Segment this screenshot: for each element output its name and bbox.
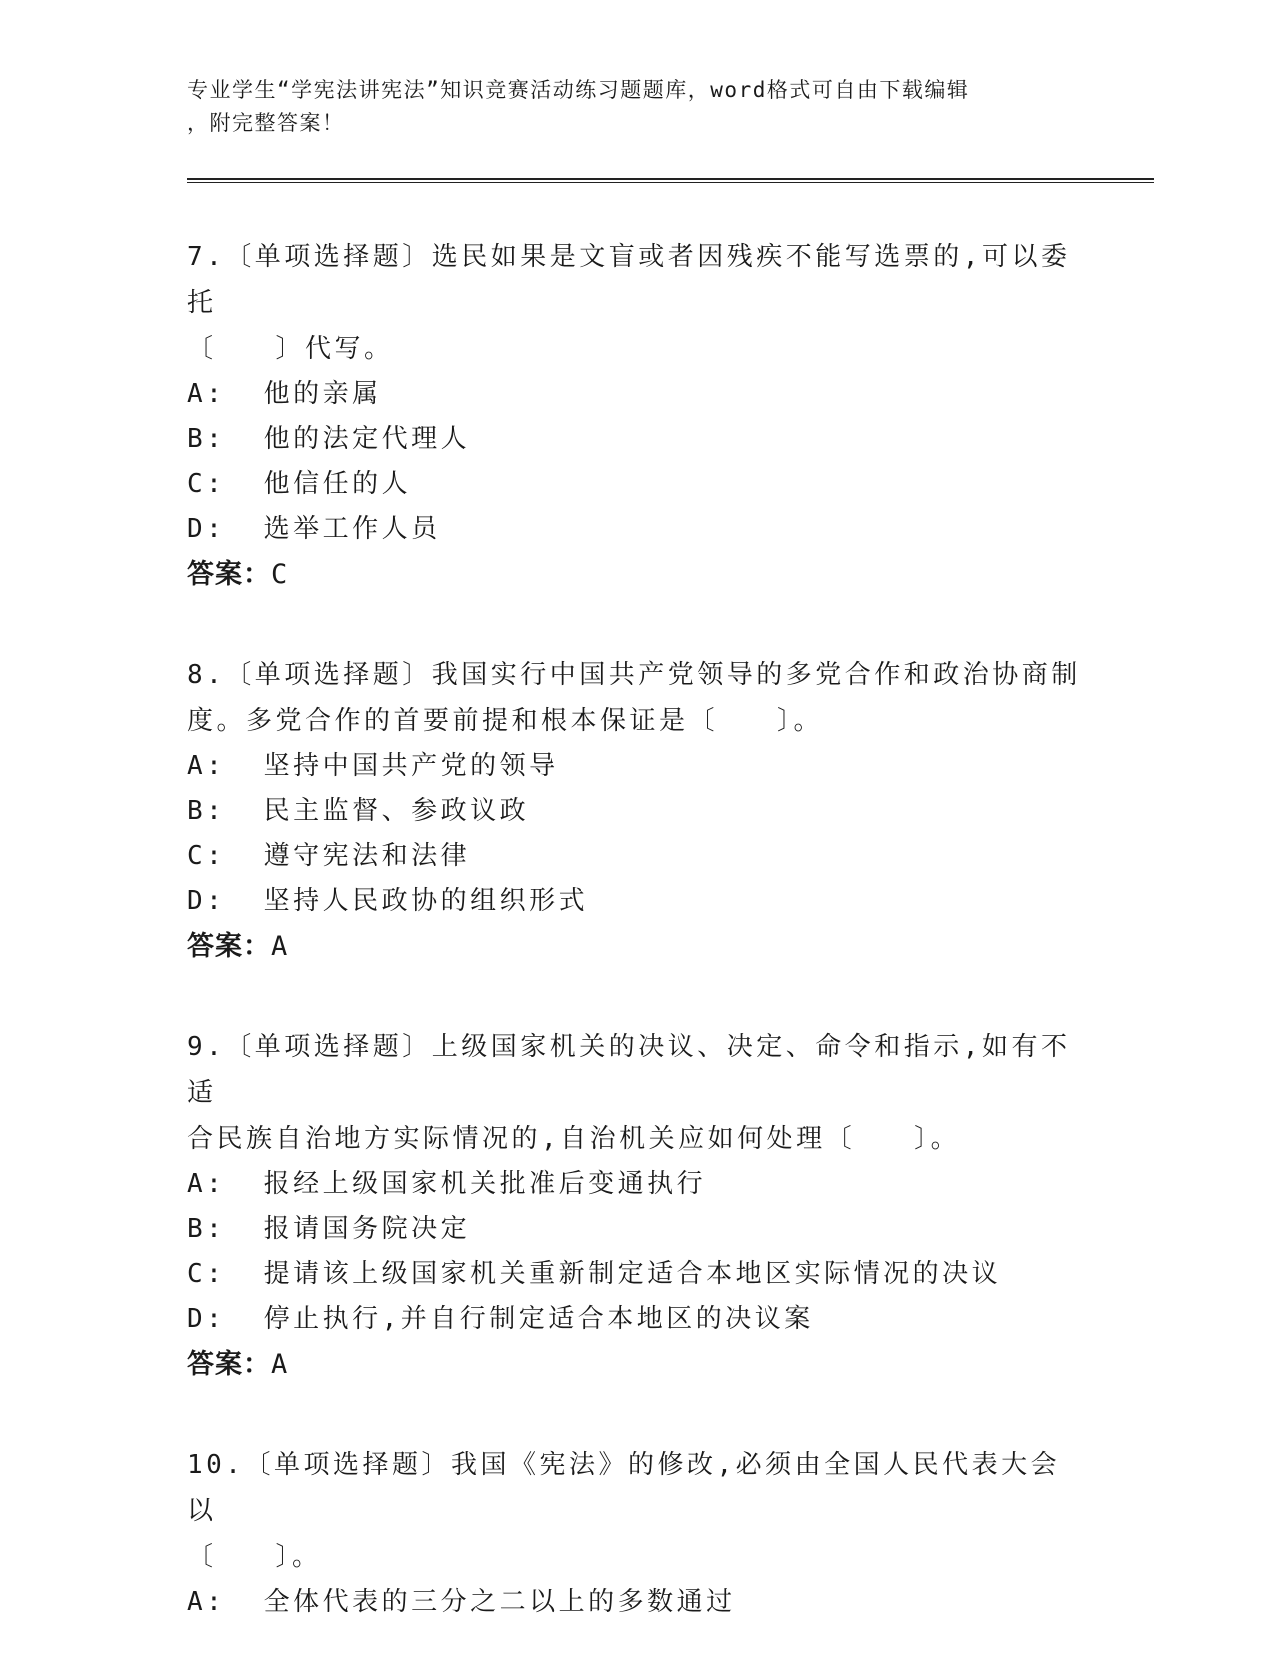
question-text-line-1: 7.〔单项选择题〕选民如果是文盲或者因残疾不能写选票的,可以委托 (187, 242, 1071, 318)
option-c: C: 遵守宪法和法律 (187, 841, 471, 871)
question-text-line-1: 10.〔单项选择题〕我国《宪法》的修改,必须由全国人民代表大会以 (187, 1450, 1061, 1526)
question-text-line-2: 〔 〕代写。 (187, 334, 394, 364)
answer-value: C (271, 559, 289, 590)
question-9 (187, 1024, 1087, 1388)
answer-label: 答案： (187, 1349, 271, 1380)
answer-value: A (271, 1349, 289, 1380)
option-a: A: 报经上级国家机关批准后变通执行 (187, 1169, 707, 1199)
option-c: C: 他信任的人 (187, 469, 412, 499)
question-10 (187, 1442, 1087, 1625)
answer-label: 答案： (187, 559, 271, 590)
option-d: D: 选举工作人员 (187, 514, 441, 544)
document-header (187, 74, 1067, 140)
option-a: A: 全体代表的三分之二以上的多数通过 (187, 1587, 736, 1617)
question-text-line-1: 9.〔单项选择题〕上级国家机关的决议、决定、命令和指示,如有不适 (187, 1032, 1071, 1108)
answer-label: 答案： (187, 931, 271, 962)
question-8 (187, 652, 1087, 970)
option-b: B: 民主监督、参政议政 (187, 796, 530, 826)
answer-line (187, 552, 1087, 598)
option-d: D: 坚持人民政协的组织形式 (187, 886, 589, 916)
question-text-line-2: 度。多党合作的首要前提和根本保证是〔 〕。 (187, 706, 824, 736)
option-b: B: 他的法定代理人 (187, 424, 471, 454)
question-7 (187, 234, 1087, 598)
option-d: D: 停止执行,并自行制定适合本地区的决议案 (187, 1304, 814, 1334)
header-title-line-1: 专业学生“学宪法讲宪法”知识竞赛活动练习题题库，word格式可自由下载编辑 (187, 78, 970, 102)
answer-line (187, 1342, 1087, 1388)
question-text-line-2: 合民族自治地方实际情况的,自治机关应如何处理〔 〕。 (187, 1124, 961, 1154)
question-list (187, 234, 1087, 1679)
header-divider (187, 178, 1154, 183)
option-b: B: 报请国务院决定 (187, 1214, 471, 1244)
option-a: A: 坚持中国共产党的领导 (187, 751, 559, 781)
header-title-line-2: ，附完整答案！ (187, 111, 345, 135)
answer-line (187, 924, 1087, 970)
option-a: A: 他的亲属 (187, 379, 382, 409)
option-c: C: 提请该上级国家机关重新制定适合本地区实际情况的决议 (187, 1259, 1002, 1289)
answer-value: A (271, 931, 289, 962)
question-text-line-1: 8.〔单项选择题〕我国实行中国共产党领导的多党合作和政治协商制 (187, 660, 1081, 690)
question-text-line-2: 〔 〕。 (187, 1542, 322, 1572)
